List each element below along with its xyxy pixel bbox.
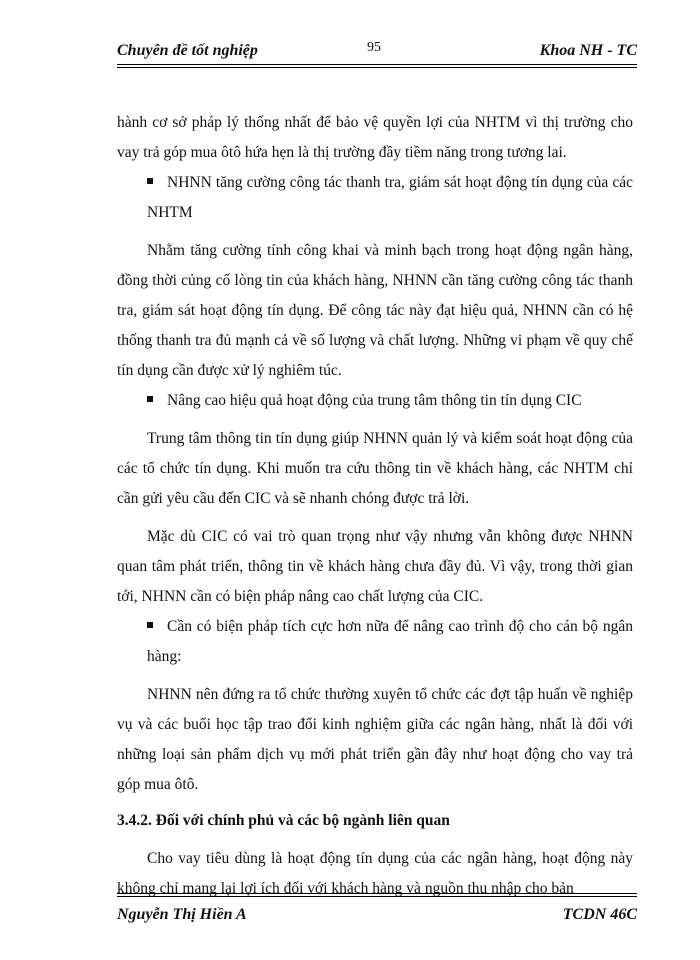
bullet-text: Cần có biện pháp tích cực hơn nữa để nâng cao trình độ cho cán bộ ngân hàng: xyxy=(147,618,633,665)
bullet-text: Nâng cao hiệu quả hoạt động của trung tâm thông tin tín dụng CIC xyxy=(167,392,582,409)
document-body xyxy=(117,108,633,904)
paragraph-cic-quality: Mặc dù CIC có vai trò quan trọng như vậy nhưng vẫn không được NHNN quan tâm phát triển, thông tin về khách hàng chưa đầy đủ. Vì vậy, trong thời gian tới, NHNN cần có biện pháp nâng cao chất lượng của CIC. xyxy=(117,528,633,605)
header-rule xyxy=(117,64,637,68)
bullet-item-staff-training xyxy=(117,612,633,672)
footer-rule xyxy=(117,893,637,897)
paragraph-consumer-lending: Cho vay tiêu dùng là hoạt động tín dụng của các ngân hàng, hoạt động này không chỉ mang lại lợi ích đối với khách hàng và nguồn thu nhập cho bản xyxy=(117,850,633,897)
paragraph-training: NHNN nên đứng ra tổ chức thường xuyên tổ chức các đợt tập huấn về nghiệp vụ và các buổi học tập trao đổi kinh nghiệm giữa các ngân hàng, nhất là đối với những loại sản phẩm dịch vụ mới phát triển gần đây như hoạt động cho vay trả góp mua ôtô. xyxy=(117,686,633,793)
footer-class: TCDN 46C xyxy=(562,906,637,923)
page-number: 95 xyxy=(367,40,381,55)
bullet-text: NHNN tăng cường công tác thanh tra, giám sát hoạt động tín dụng của các NHTM xyxy=(147,174,633,221)
page-footer xyxy=(117,906,637,930)
header-faculty: Khoa NH - TC xyxy=(539,42,637,59)
square-bullet-icon xyxy=(147,622,153,628)
paragraph-continuation: hành cơ sở pháp lý thống nhất để bảo vệ quyền lợi của NHTM vì thị trường cho vay trả góp mua ôtô hứa hẹn là thị trường đầy tiềm năng trong tương lai. xyxy=(117,114,633,161)
square-bullet-icon xyxy=(147,396,153,402)
bullet-item-cic xyxy=(117,386,633,416)
footer-author: Nguyễn Thị Hiền A xyxy=(117,906,247,923)
header-document-title: Chuyên đề tốt nghiệp xyxy=(117,42,258,59)
paragraph-cic-role: Trung tâm thông tin tín dụng giúp NHNN quản lý và kiểm soát hoạt động của các tổ chức tín dụng. Khi muốn tra cứu thông tin về khách hàng, các NHTM chỉ cần gửi yêu cầu đến CIC và sẽ nhanh chóng được trả lời. xyxy=(117,430,633,507)
bullet-item-inspection xyxy=(117,168,633,228)
square-bullet-icon xyxy=(147,178,153,184)
paragraph-transparency: Nhằm tăng cường tính công khai và minh bạch trong hoạt động ngân hàng, đồng thời củng cố lòng tin của khách hàng, NHNN cần tăng cường công tác thanh tra, giám sát hoạt động tín dụng. Để công tác này đạt hiệu quả, NHNN cần có hệ thống thanh tra đủ mạnh cả về số lượng và chất lượng. Những vi phạm về quy chế tín dụng cần được xử lý nghiêm túc. xyxy=(117,242,633,379)
section-heading-3-4-2: 3.4.2. Đối với chính phủ và các bộ ngành liên quan xyxy=(117,812,450,829)
page-header xyxy=(117,40,637,64)
